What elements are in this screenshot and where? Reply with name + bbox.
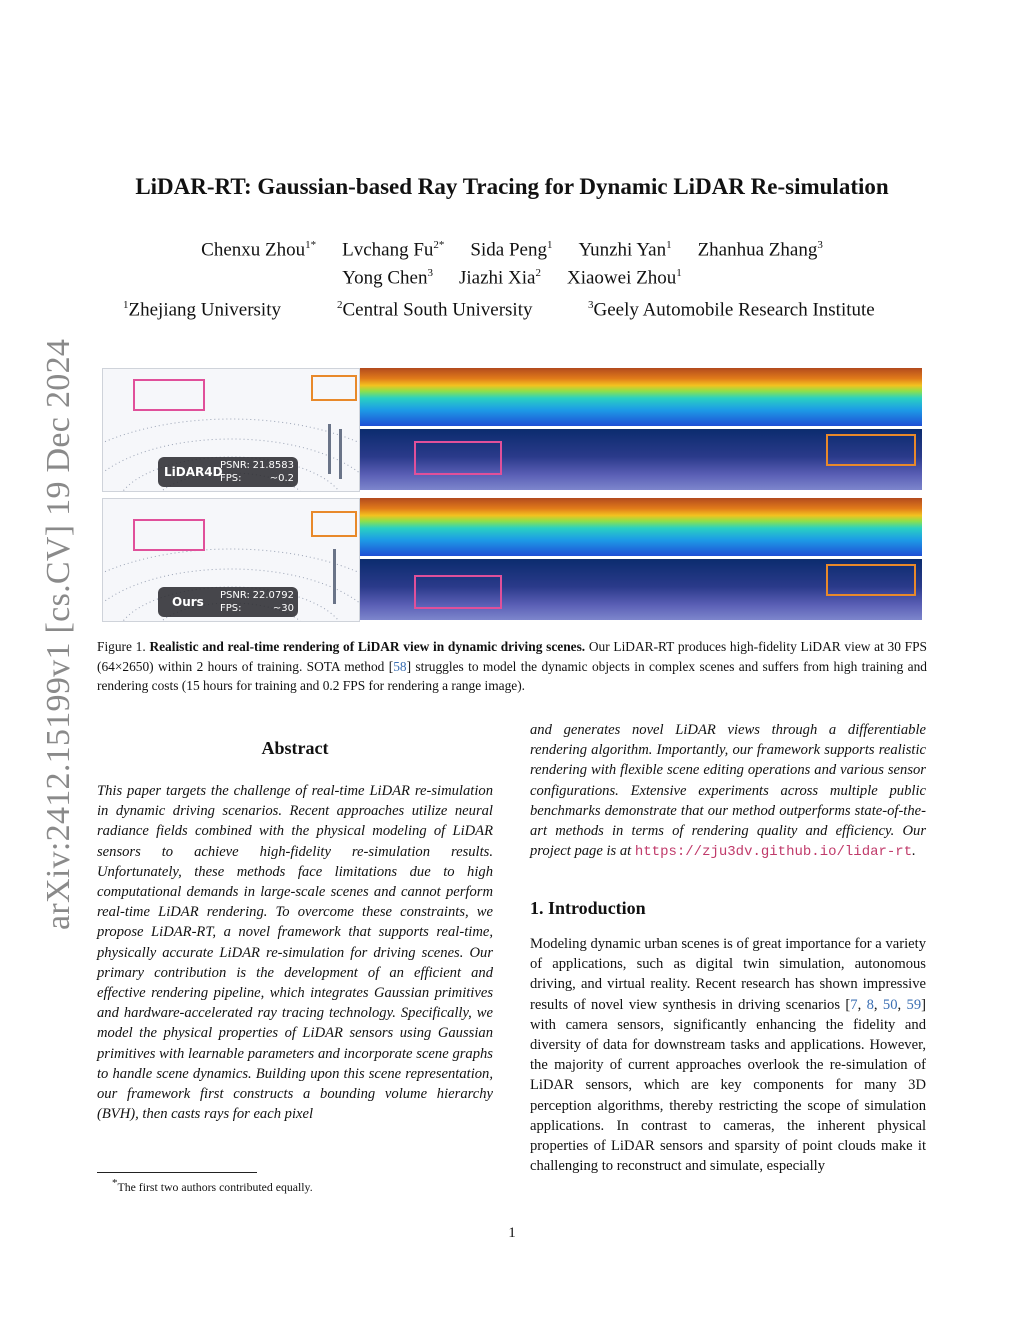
citation-link[interactable]: 50 bbox=[882, 996, 898, 1013]
highlight-box-orange bbox=[311, 375, 357, 401]
author: Zhanhua Zhang$^3$ bbox=[697, 239, 823, 261]
fps-value: ~0.2 bbox=[269, 473, 294, 484]
teaser-figure bbox=[102, 368, 922, 624]
highlight-box-pink bbox=[133, 519, 205, 551]
page-number: 1 bbox=[508, 1225, 516, 1241]
ours-range-image bbox=[360, 498, 922, 620]
method-label: LiDAR4D bbox=[164, 465, 223, 479]
author: Xiaowei Zhou$^1$ bbox=[566, 267, 682, 289]
range-depth-map bbox=[360, 368, 922, 426]
author: Jiazhi Xia$^2$ bbox=[458, 267, 541, 289]
author: Yunzhi Yan$^1$ bbox=[578, 239, 672, 261]
footnote-rule bbox=[97, 1172, 257, 1173]
abstract-text: This paper targets the challenge of real-time LiDAR re-simulation in dynamic driving scenarios. Recent approaches utilize neural radiance fields combined with the physical modeling of LiDAR sensors to achieve high-fidelity re-simulation results. Unfortunately, these methods face limitations due to high computational demands in large-scale scenes and cannot perform real-time LiDAR rendering. To overcome these constraints, we propose LiDAR-RT, a novel framework that supports real-time, physically accurate LiDAR re-simulation for driving scenes. Our primary contribution is the development of an efficient and effective rendering pipeline, which integrates Gaussian primitives and hardware-accelerated ray tracing technology. Specifically, we model the physical properties of LiDAR sensors using Gaussian primitives with learnable parameters and incorporate scene graphs to handle scene dynamics. Building upon this scene representation, our framework first constructs a bounding volume hierarchy (BVH), then casts rays for each pixel bbox=[97, 783, 493, 1123]
fps-label: FPS: bbox=[220, 603, 242, 614]
psnr-label: PSNR: bbox=[220, 460, 250, 471]
affiliation-3: $^3$Geely Automobile Research Institute bbox=[588, 299, 875, 321]
introduction-text: Modeling dynamic urban scenes is of great importance for a variety of applications, such as digital twin simulation, autonomous driving, and virtual reality. Recent research has shown impressive results of novel view synthesis in driving scenarios [7, 8, 50, 59] with camera sensors, significantly enhancing the fidelity and diversity of data for downstream tasks and applications. However, the majority of current approaches overlook the re-simulation of LiDAR sensors, which are key components for many 3D perception algorithms, thereby restricting the scope of simulation applications. In contrast to cameras, the inherent physical properties of LiDAR sensors and sparsity of point clouds make it challenging to reconstruct and simulate, especially bbox=[530, 936, 927, 1175]
citation-link[interactable]: 8 bbox=[866, 996, 874, 1013]
psnr-value: 21.8583 bbox=[252, 460, 294, 471]
figure-caption: Figure 1. Realistic and real-time rendering of LiDAR view in dynamic driving scenes. Our LiDAR-RT produces high-fidelity LiDAR view at 30 FPS (64×2650) within 2 hours of training. SOTA method [58] struggles to model the dynamic objects in complex scenes and suffers from high training and rendering costs (15 hours for training and 0.2 FPS for rendering a range image). bbox=[97, 639, 927, 693]
range-depth-map bbox=[360, 498, 922, 556]
citation-link[interactable]: 59 bbox=[906, 996, 922, 1013]
citation-link[interactable]: 7 bbox=[850, 996, 858, 1013]
highlight-box-pink bbox=[414, 575, 502, 609]
psnr-label: PSNR: bbox=[220, 590, 250, 601]
author: Chenxu Zhou$^{1*}$ bbox=[201, 239, 317, 261]
ours-point-cloud-view bbox=[102, 498, 360, 622]
arxiv-identifier: arXiv:2412.15199v1 [cs.CV] 19 Dec 2024 bbox=[40, 338, 77, 930]
project-page-link[interactable]: https://zju3dv.github.io/lidar-rt bbox=[634, 844, 913, 861]
metrics-badge-lidar4d bbox=[158, 457, 298, 487]
fps-label: FPS: bbox=[220, 473, 242, 484]
affiliation-1: $^1$Zhejiang University bbox=[123, 299, 281, 321]
affiliation-2: $^2$Central South University bbox=[337, 299, 533, 321]
highlight-box-orange bbox=[826, 564, 916, 596]
author: Yong Chen$^3$ bbox=[342, 267, 433, 289]
author-list-row-1 bbox=[0, 239, 1024, 261]
lidar4d-range-image bbox=[360, 368, 922, 490]
method-label: Ours bbox=[172, 595, 204, 609]
lidar4d-point-cloud-view bbox=[102, 368, 360, 492]
metrics-badge-ours bbox=[158, 587, 298, 617]
footnote: *The first two authors contributed equally. bbox=[112, 1177, 313, 1194]
citation-link[interactable]: 58 bbox=[393, 658, 407, 674]
abstract-continued: and generates novel LiDAR views through a differentiable rendering algorithm. Importantly, our framework supports realistic rendering with flexible scene editing operations and various sensor configurations. Extensive experiments across multiple public benchmarks demonstrate that our method outperforms state-of-the-art methods in terms of rendering quality and efficiency. Our project page is at https://zju3dv.github.io/lidar-rt. bbox=[530, 722, 926, 861]
fps-value: ~30 bbox=[272, 603, 294, 614]
paper-title: LiDAR-RT: Gaussian-based Ray Tracing for Dynamic LiDAR Re-simulation bbox=[135, 174, 889, 199]
author: Sida Peng$^1$ bbox=[470, 239, 553, 261]
abstract-heading: Abstract bbox=[261, 738, 329, 758]
highlight-box-orange bbox=[826, 434, 916, 466]
highlight-box-orange bbox=[311, 511, 357, 537]
author-list-row-2 bbox=[0, 267, 1024, 289]
highlight-box-pink bbox=[133, 379, 205, 411]
highlight-box-pink bbox=[414, 441, 502, 475]
introduction-heading: 1. Introduction bbox=[530, 898, 646, 918]
author: Lvchang $Fu^{2*}$ bbox=[342, 239, 445, 261]
psnr-value: 22.0792 bbox=[252, 590, 294, 601]
